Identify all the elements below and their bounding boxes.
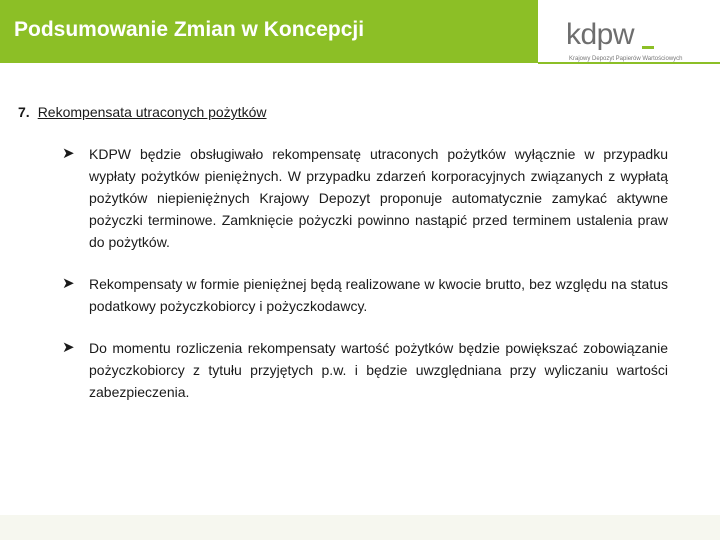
- section-heading: [18, 104, 266, 120]
- bullet-item: [62, 273, 668, 317]
- section-number: 7.: [18, 104, 30, 120]
- header-bar: [0, 0, 538, 63]
- arrowhead-bullet-icon: ➤: [62, 275, 75, 292]
- bullet-item: [62, 337, 668, 403]
- section-title: Rekompensata utraconych pożytków: [37, 104, 267, 120]
- logo-wordmark: kdpw: [566, 18, 635, 51]
- bullet-text: Do momentu rozliczenia rekompensaty wartość pożytków będzie powiększać zobowiązanie pożyczkobiorcy z tytułu przyjętych p.w. i będzie uwzględniana przy wyliczaniu wartości zabezpieczenia.: [89, 340, 668, 400]
- footer-bar: [0, 515, 720, 540]
- bullet-text: KDPW będzie obsługiwało rekompensatę utraconych pożytków wyłącznie w przypadku wypłaty pożytków pieniężnych. W przypadku zdarzeń korporacyjnych związanych z wypłatą pożytków niepieniężnych Krajowy Depozyt proponuje automatycznie zamykać aktywne pożyczki terminowe. Zamknięcie pożyczki powinno nastąpić przed terminem ustalenia praw do pożytków.: [89, 146, 668, 250]
- bullet-list: [62, 143, 668, 423]
- bullet-text: Rekompensaty w formie pieniężnej będą realizowane w kwocie brutto, bez względu na status podatkowy pożyczkobiorcy i pożyczkodawcy.: [89, 276, 668, 314]
- kdpw-logo: [560, 18, 710, 64]
- bullet-item: [62, 143, 668, 253]
- arrowhead-bullet-icon: ➤: [62, 339, 75, 356]
- arrowhead-bullet-icon: ➤: [62, 145, 75, 162]
- page-title: Podsumowanie Zmian w Koncepcji: [14, 18, 365, 41]
- logo-underscore-mark: [642, 46, 654, 49]
- logo-tagline: Krajowy Depozyt Papierów Wartościowych: [569, 56, 683, 62]
